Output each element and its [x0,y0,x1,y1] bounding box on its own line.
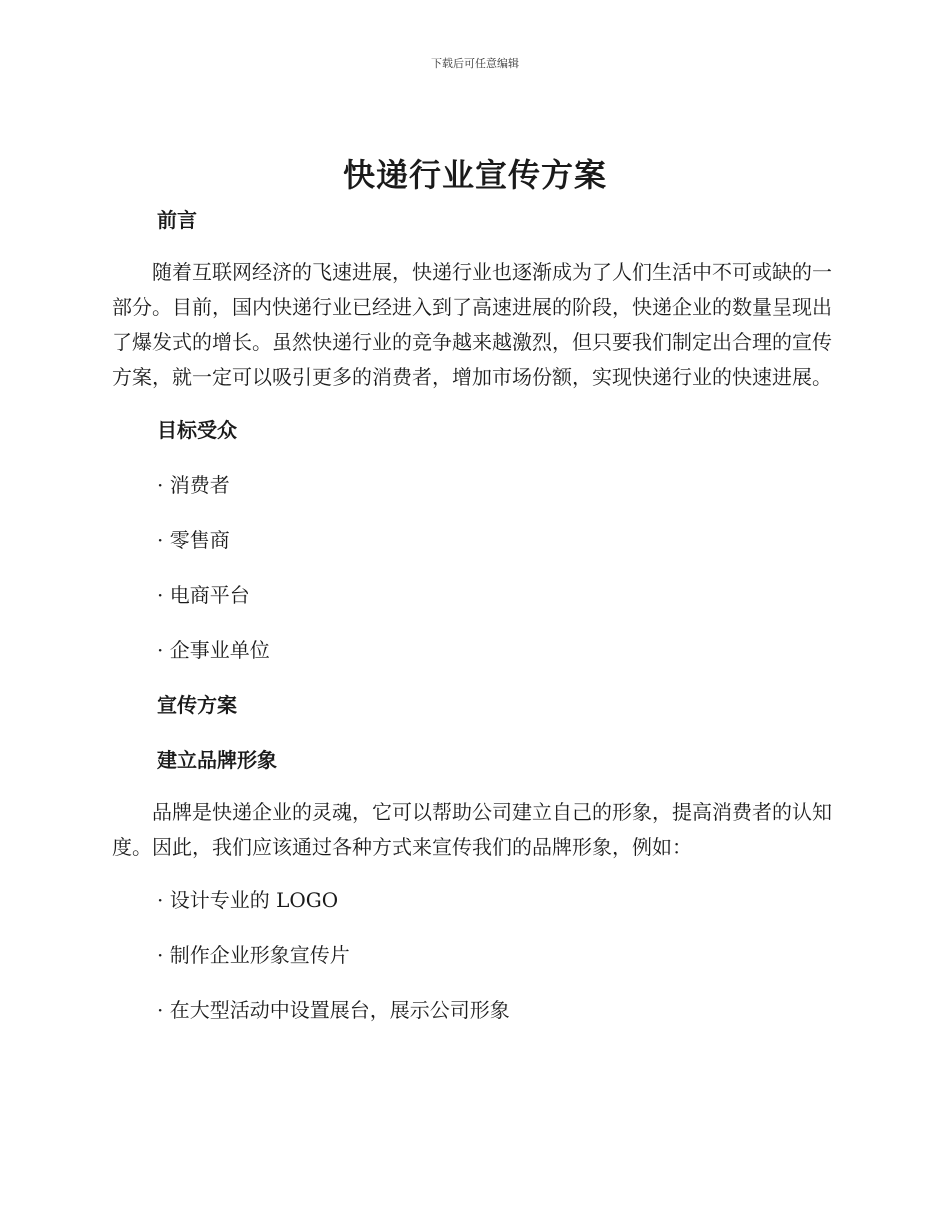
list-item: · 企事业单位 [157,638,270,662]
preface-paragraph: 随着互联网经济的飞速进展，快递行业也逐渐成为了人们生活中不可或缺的一部分。目前，国内快递行业已经进入到了高速进展的阶段，快递企业的数量呈现出了爆发式的增长。虽然快递行业的竞争越来越激烈，但只要我们制定出合理的宣传方案，就一定可以吸引更多的消费者，增加市场份额，实现快递行业的快速进展。 [112,260,832,389]
brand-paragraph: 品牌是快递企业的灵魂，它可以帮助公司建立自己的形象，提高消费者的认知度。因此，我们应该通过各种方式来宣传我们的品牌形象，例如： [112,800,832,859]
subsection-heading-brand: 建立品牌形象 [157,748,277,772]
section-heading-plan: 宣传方案 [157,693,237,717]
list-item: · 消费者 [157,473,230,497]
document-body [112,200,832,1030]
list-item: · 电商平台 [157,583,250,607]
section-heading-audience: 目标受众 [157,418,237,442]
header-note: 下载后可任意编辑 [431,57,519,70]
list-item: · 设计专业的 LOGO [157,888,339,912]
section-heading-preface: 前言 [157,208,197,232]
document-title: 快递行业宣传方案 [342,156,607,194]
list-item: · 在大型活动中设置展台，展示公司形象 [157,998,510,1022]
list-item: · 制作企业形象宣传片 [157,943,350,967]
list-item: · 零售商 [157,528,230,552]
